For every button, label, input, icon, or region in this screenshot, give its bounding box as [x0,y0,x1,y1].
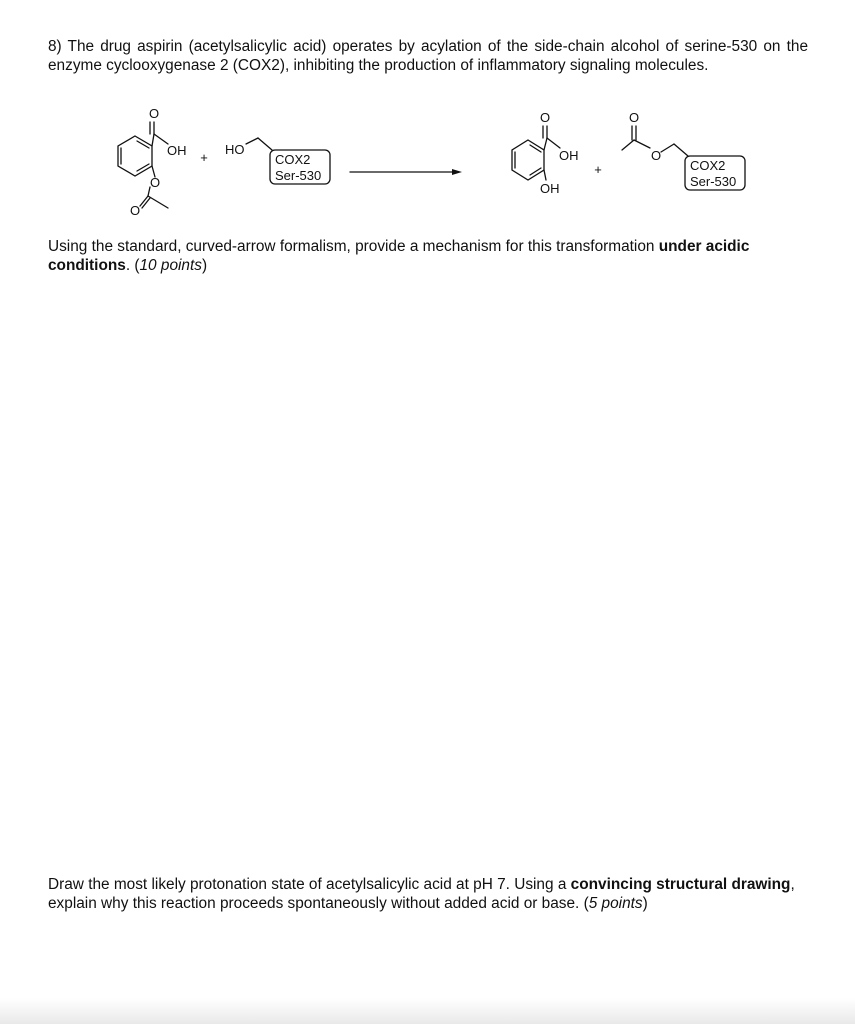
aspirin-oh-label: OH [167,143,187,158]
aspirin-acetyl-o: O [129,203,141,218]
part-b-bold-1: convincing structural drawing [570,876,791,893]
acetyl-box-line1: COX2 [690,158,726,173]
serine-box-line2: Ser-530 [275,168,322,183]
salicylic-acid-oh: OH [559,148,579,163]
plus-sign-1: + [200,150,208,165]
acetyl-box-line2: Ser-530 [690,174,737,189]
question-part-b [48,875,808,913]
aspirin-carbonyl-o: O [148,106,160,121]
part-b-text-3: ) [642,895,648,912]
serine-ho-label: HO [225,142,245,157]
part-a-bold-1: under acidic conditions [48,238,750,274]
aspirin-structure [118,122,168,208]
part-b-points: 5 points [588,895,643,912]
salicylic-acid-structure [512,126,560,180]
aspirin-ester-o: O [149,175,161,190]
question-part-a [48,237,808,275]
part-b-text-2: , explain why this reaction proceeds spontaneously without added acid or base. ( [48,876,795,912]
acetyl-ester-o: O [650,148,662,163]
reaction-scheme [0,100,855,225]
salicylic-carbonyl-o: O [539,110,551,125]
acetyl-carbonyl-o: O [628,110,640,125]
part-a-text-1: Using the standard, curved-arrow formalism, provide a mechanism for this transformation [48,238,659,255]
plus-sign-2: + [594,162,602,177]
serine-box-line1: COX2 [275,152,311,167]
part-a-points: 10 points [139,257,202,274]
part-a-text-3: ) [201,257,208,274]
salicylic-phenol-oh: OH [540,181,560,196]
question-intro: 8) The drug aspirin (acetylsalicylic acid) operates by acylation of the side-chain alcohol of serine-530 on the enzyme cyclooxygenase 2 (COX2), inhibiting the production of inflammatory signaling molecules. [48,38,808,74]
part-b-text-1: Draw the most likely protonation state of acetylsalicylic acid at pH 7. Using a [48,876,571,893]
part-a-text-2: . ( [125,257,140,274]
page-bottom-shade [0,998,855,1024]
